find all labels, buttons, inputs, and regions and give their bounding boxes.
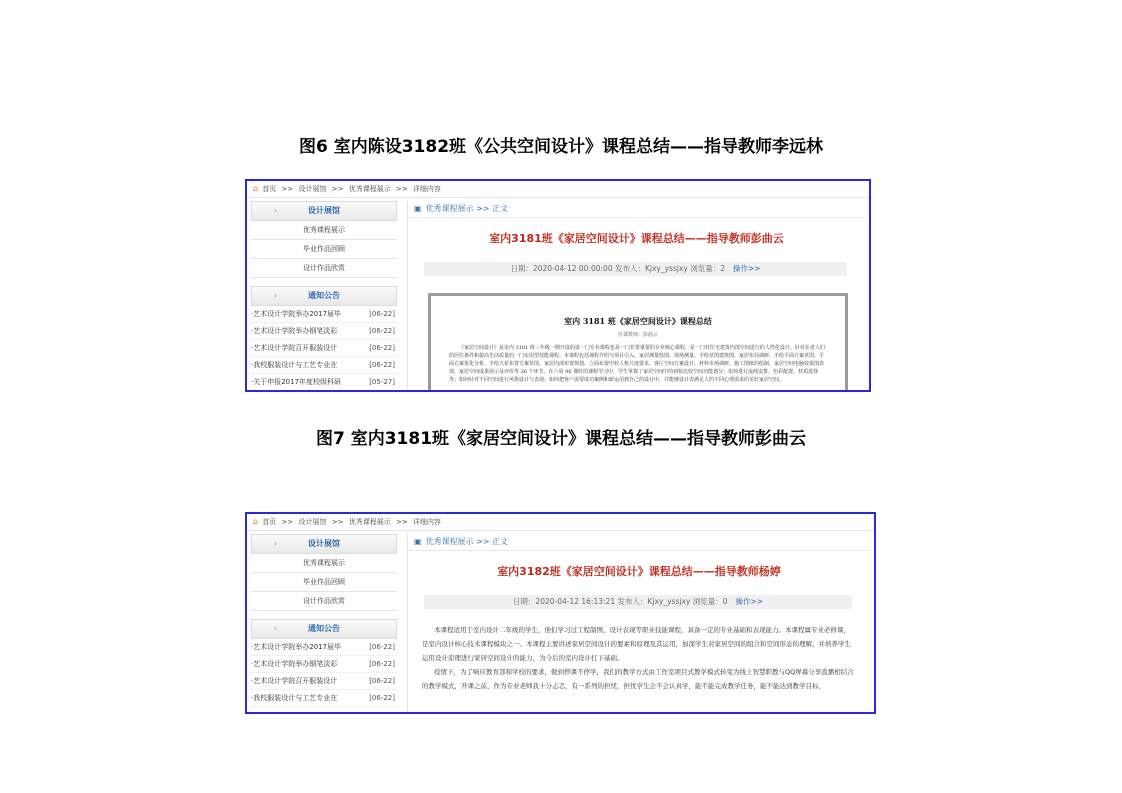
article-breadcrumb[interactable] — [408, 534, 870, 551]
sidebar-section-design-hall[interactable] — [251, 201, 397, 221]
notice-title: ·艺术设计学院举办2017届毕 — [251, 310, 342, 318]
screenshot-fig8 — [245, 512, 876, 714]
notice-title: ·艺术设计学院举办2017届毕 — [251, 643, 342, 651]
article-panel — [407, 201, 865, 390]
sidebar-item-excellent-courses[interactable]: 优秀课程展示 — [251, 221, 397, 240]
breadcrumb — [247, 181, 869, 198]
breadcrumb-sep: >> — [331, 185, 344, 193]
sidebar-section-design-hall[interactable] — [251, 534, 397, 554]
document-title: 室内 3181 班《家居空间设计》课程总结 — [564, 316, 712, 326]
chevron-right-icon: › — [274, 624, 278, 633]
breadcrumb-sep: >> — [281, 518, 294, 526]
home-icon: ⌂ — [253, 517, 259, 526]
sidebar-item-graduation-works[interactable]: 毕业作品回顾 — [251, 240, 397, 259]
sidebar — [251, 201, 397, 390]
article-body — [422, 623, 856, 693]
notice-item[interactable] — [251, 673, 397, 690]
notice-date: [06-22] — [369, 344, 395, 352]
notice-title: ·艺术设计学院举办钢笔淡彩 — [251, 327, 338, 335]
home-icon: ⌂ — [253, 184, 259, 193]
notice-date: [06-22] — [369, 677, 395, 685]
article-title: 室内3182班《家居空间设计》课程总结——指导教师杨婷 — [497, 565, 781, 578]
notice-date: [06-22] — [369, 694, 395, 702]
article-breadcrumb-label: 优秀课程展示 >> 正文 — [425, 204, 509, 213]
sidebar-section-label: 设计展馆 — [308, 206, 340, 215]
document-preview — [428, 293, 848, 392]
breadcrumb-sep: >> — [395, 518, 408, 526]
breadcrumb-design-hall[interactable]: 设计展馆 — [298, 185, 327, 193]
breadcrumb-sep: >> — [281, 185, 294, 193]
notice-item[interactable] — [251, 374, 397, 391]
article-breadcrumb-label: 优秀课程展示 >> 正文 — [425, 537, 509, 546]
notice-date: [06-22] — [369, 660, 395, 668]
notice-item[interactable] — [251, 306, 397, 323]
breadcrumb-home[interactable]: 首页 — [262, 518, 277, 526]
notice-title: ·艺术设计学院举办钢笔淡彩 — [251, 660, 338, 668]
breadcrumb-courses[interactable]: 优秀课程展示 — [348, 185, 391, 193]
document-icon: ▣ — [414, 537, 422, 546]
chevron-right-icon: › — [274, 206, 278, 215]
notice-title: ·艺术设计学院召开服装设计 — [251, 344, 338, 352]
document-author: 任课教师：彭曲云 — [617, 332, 658, 338]
notice-title: ·我校服装设计与工艺专业在 — [251, 361, 338, 369]
figure-6-caption: 图6 室内陈设3182班《公共空间设计》课程总结——指导教师李远林 — [298, 137, 824, 157]
notice-item[interactable] — [251, 690, 397, 707]
breadcrumb-home[interactable]: 首页 — [262, 185, 277, 193]
figure-7-caption: 图7 室内3181班《家居空间设计》课程总结——指导教师彭曲云 — [315, 429, 807, 449]
operate-link[interactable]: 操作>> — [735, 597, 764, 606]
chevron-right-icon: › — [274, 539, 278, 548]
screenshot-fig7 — [245, 179, 871, 392]
article-panel — [407, 534, 870, 712]
sidebar-section-notices[interactable] — [251, 619, 397, 639]
notice-date: [06-22] — [369, 361, 395, 369]
chevron-right-icon: › — [274, 291, 278, 300]
notice-title: ·关于申报2017年度校级科研 — [251, 378, 342, 386]
breadcrumb-courses[interactable]: 优秀课程展示 — [348, 518, 391, 526]
article-paragraph: 本课程适用于室内设计二年级的学生，他们学习过工程制图、设计表现等职业技能课程，具备一定的专业基础和表现能力。本课程属专业必修课，是室内设计核心技术课程模块之一。本课程主要讲述家居空间设计的要素和原理及其运用，加深学生对家居空间的组合和空间形态的理解，并培养学生运用设计原理进行家居空间设计的能力，为今后的室内设计打下基础。 — [422, 626, 851, 662]
breadcrumb-design-hall[interactable]: 设计展馆 — [298, 518, 327, 526]
sidebar-section-label: 通知公告 — [308, 291, 340, 300]
sidebar-section-notices[interactable] — [251, 286, 397, 306]
breadcrumb-detail: 详细内容 — [412, 185, 441, 193]
sidebar-item-excellent-courses[interactable]: 优秀课程展示 — [251, 554, 397, 573]
notice-item[interactable] — [251, 323, 397, 340]
notice-title: ·艺术设计学院召开服装设计 — [251, 677, 338, 685]
breadcrumb-sep: >> — [395, 185, 408, 193]
breadcrumb-sep: >> — [331, 518, 344, 526]
article-meta-text: 日期：2020-04-12 00:00:00 发布人：Kjxy_yssjxy 浏览量：2 — [510, 264, 725, 273]
notice-title: ·我校服装设计与工艺专业在 — [251, 694, 338, 702]
sidebar-item-design-works[interactable]: 设计作品欣赏 — [251, 259, 397, 278]
document-icon: ▣ — [414, 204, 422, 213]
breadcrumb — [247, 514, 874, 531]
sidebar-section-label: 通知公告 — [308, 624, 340, 633]
notice-date: [06-22] — [369, 643, 395, 651]
notice-item[interactable] — [251, 340, 397, 357]
sidebar — [251, 534, 397, 712]
notice-date: [05-27] — [369, 378, 395, 386]
notice-item[interactable] — [251, 357, 397, 374]
notice-date: [06-22] — [369, 310, 395, 318]
article-meta — [424, 262, 847, 276]
article-meta — [424, 595, 852, 609]
sidebar-item-graduation-works[interactable]: 毕业作品回顾 — [251, 573, 397, 592]
operate-link[interactable]: 操作>> — [732, 264, 761, 273]
notice-item[interactable] — [251, 639, 397, 656]
sidebar-item-design-works[interactable]: 设计作品欣赏 — [251, 592, 397, 611]
sidebar-section-label: 设计展馆 — [308, 539, 340, 548]
breadcrumb-detail: 详细内容 — [412, 518, 441, 526]
article-paragraph: 疫情下，为了响应教育部和学校的要求，做到停课不停学，我们的教学方式由工作室项目式教学模式转变为线上智慧职教与QQ屏幕分享直播相结合的教学模式，开课之前，作为专业老师我十分忐忑，有一系列的担忧，担忧学生会不会认真学，能不能完成教学任务，能不能达到教学目标， — [422, 668, 854, 690]
article-meta-text: 日期：2020-04-12 16:13:21 发布人：Kjxy_yssjxy 浏览量：0 — [512, 597, 728, 606]
notice-date: [06-22] — [369, 327, 395, 335]
article-breadcrumb[interactable] — [408, 201, 865, 218]
article-title: 室内3181班《家居空间设计》课程总结——指导教师彭曲云 — [489, 232, 784, 245]
notice-item[interactable] — [251, 656, 397, 673]
document-body: 《家居空间设计》是室内 3181 班三年级一期开设的第一门专业课程也是一门非常重要的专业核心课程，是一门对住宅建筑内部空间进行的人性化设计。针对在者人们的居住条件和提高生活质量的一门实用型技能课程。本课程包括课程介绍与项目引入、家居测量绘图、现场测量、手绘草图建筑图、家居布局调研、手绘平面方案草图、平面方案优化分析、手绘天花布置方案草图、家居内部布置规划、立面布置中较人机尺度要求、客厅空间方案设计、材料市场调研、施工图纸的绘制、家居空间电脑效果图表现、家居空间成果展示及评价等 26 个环节。在六周 96 课时的课程学习中，学生掌握了家居空间中的初始比较空间功能划分；如何进行流线安排、色彩配置、材质选择等；如何针对不同空间进行风格设计与表现；如何把客户需要成功案例和新运用到自己的设计中，并能够设计表满足人的不同心理需求的美好家居空间。 — [449, 345, 825, 383]
